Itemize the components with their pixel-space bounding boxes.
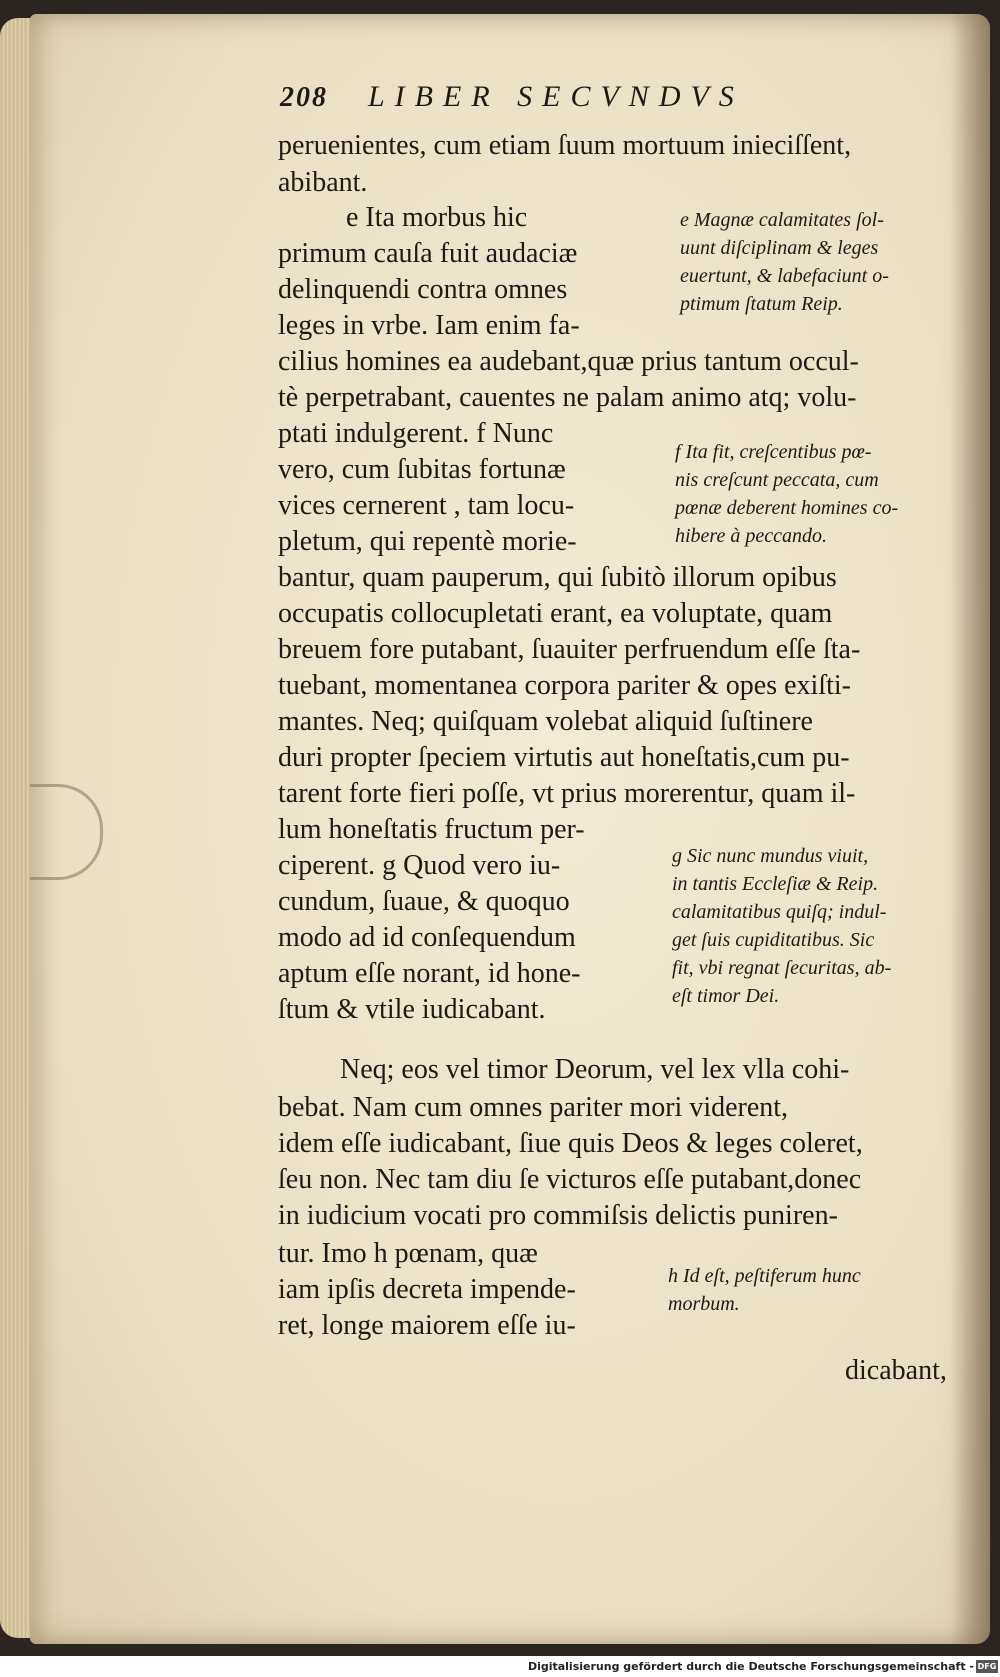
footer-bar [0,1656,1000,1677]
marginal-note-g-line: in tantis Eccleſiæ & Reip. [672,873,879,895]
dfg-logo: DFG [977,1662,997,1671]
text-line: primum cauſa fuit audaciæ [278,238,578,269]
text-line: peruenientes, cum etiam ſuum mortuum inieciſſent, [278,130,852,161]
text-line: tarent forte fieri poſſe, vt prius morerentur, quam il- [278,778,856,809]
marginal-note-f-line: f Ita fit, creſcentibus pœ- [675,441,872,463]
marginal-note-h-line: h Id eſt, peſtiferum hunc [668,1265,861,1287]
marginal-note-e-line: ptimum ſtatum Reip. [680,293,843,315]
text-line: idem eſſe iudicabant, ſiue quis Deos & leges coleret, [278,1128,863,1159]
text-line: ptati indulgerent. f Nunc [278,418,554,449]
text-line: pletum, qui repentè morie- [278,526,577,557]
marginal-note-h-line: morbum. [668,1293,740,1315]
text-line: vices cernerent , tam locu- [278,490,575,521]
ribbon-mark [30,784,103,880]
catchword: dicabant, [845,1355,947,1386]
marginal-note-g-line: fit, vbi regnat ſecuritas, ab- [672,957,892,979]
marginal-note-e-line: e Magnæ calamitates ſol- [680,209,884,231]
text-line: cilius homines ea audebant,quæ prius tantum occul- [278,346,859,377]
text-line: aptum eſſe norant, id hone- [278,958,581,989]
text-line: vero, cum ſubitas fortunæ [278,454,566,485]
text-line: lum honeſtatis fructum per- [278,814,585,845]
text-line: modo ad id conſequendum [278,922,576,953]
text-line: ſtum & vtile iudicabant. [278,994,546,1025]
running-head [280,80,840,120]
text-line: bantur, quam pauperum, qui ſubitò illorum opibus [278,562,837,593]
text-line: tuebant, momentanea corpora pariter & opes exiſti- [278,670,852,701]
marginal-note-f-line: pœnæ deberent homines co- [675,497,899,519]
text-line: breuem fore putabant, ſuauiter perfruendum eſſe ſta- [278,634,861,665]
marginal-note-f-line: nis creſcunt peccata, cum [675,469,879,491]
text-line: cundum, ſuaue, & quoquo [278,886,570,917]
page-number: 208 [280,82,328,113]
text-line: delinquendi contra omnes [278,274,568,305]
text-line: ciperent. g Quod vero iu- [278,850,561,881]
text-line: iam ipſis decreta impende- [278,1274,576,1305]
marginal-note-f-line: hibere à peccando. [675,525,827,547]
text-line: in iudicium vocati pro commiſsis delictis puniren- [278,1200,838,1231]
book-title: LIBER SECVNDVS [368,80,744,113]
marginal-note-e-line: uunt diſciplinam & leges [680,237,879,259]
text-line: ſeu non. Nec tam diu ſe victuros eſſe putabant,donec [278,1164,862,1195]
text-line: leges in vrbe. Iam enim fa- [278,310,580,341]
text-line: tè perpetrabant, cauentes ne palam animo atq; volu- [278,382,857,413]
text-line: e Ita morbus hic [346,202,528,233]
text-line: ret, longe maiorem eſſe iu- [278,1310,576,1341]
text-line: mantes. Neq; quiſquam volebat aliquid ſuſtinere [278,706,813,737]
marginal-note-g-line: g Sic nunc mundus viuit, [672,845,869,867]
text-line: bebat. Nam cum omnes pariter mori viderent, [278,1092,789,1123]
text-line: Neq; eos vel timor Deorum, vel lex vlla cohi- [340,1054,850,1085]
digitization-credit: Digitalisierung gefördert durch die Deutsche Forschungsgemeinschaft - [527,1660,974,1673]
text-line: duri propter ſpeciem virtutis aut honeſtatis,cum pu- [278,742,850,773]
spine-shadow [950,14,990,1644]
marginal-note-g-line: get ſuis cupiditatibus. Sic [672,929,875,951]
text-line: abibant. [278,167,368,198]
marginal-note-e-line: euertunt, & labefaciunt o- [680,265,889,287]
text-line: occupatis collocupletati erant, ea voluptate, quam [278,598,833,629]
text-line: tur. Imo h pœnam, quæ [278,1238,538,1269]
marginal-note-g-line: eſt timor Dei. [672,985,780,1007]
marginal-note-g-line: calamitatibus quiſq; indul- [672,901,887,923]
